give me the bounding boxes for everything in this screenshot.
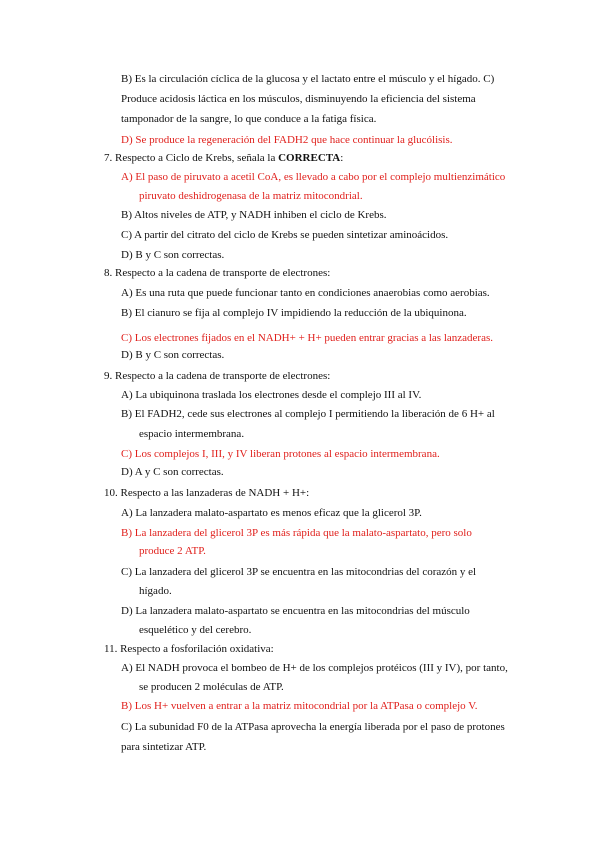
q7-heading-bold: CORRECTA: [278, 152, 341, 164]
q11-option-c-line1: C) La subunidad F0 de la ATPasa aprovecha la energía liberada por el paso de protones: [121, 721, 505, 733]
q6-option-b-line1: B) Es la circulación cíclica de la glucosa y el lactato entre el músculo y el hígado. C): [121, 73, 495, 85]
q11-heading: 11. Respecto a fosforilación oxidativa:: [104, 643, 274, 655]
q11-option-b-correct: B) Los H+ vuelven a entrar a la matriz mitocondrial por la ATPasa o complejo V.: [121, 700, 478, 712]
q7-option-c: C) A partir del citrato del ciclo de Krebs se pueden sintetizar aminoácidos.: [121, 229, 449, 241]
q11-option-a-line2: se producen 2 moléculas de ATP.: [139, 681, 284, 693]
q10-option-c-line1: C) La lanzadera del glicerol 3P se encuentra en las mitocondrias del corazón y el: [121, 566, 477, 578]
q8-option-c-correct: C) Los electrones fijados en el NADH+ + H+ pueden entrar gracias a las lanzaderas.: [121, 332, 493, 344]
q7-option-a-correct-line1: A) El paso de piruvato a acetil CoA, es llevado a cabo por el complejo multienzimático: [121, 171, 506, 183]
q6-option-c-line2: tamponador de la sangre, lo que conduce a la fatiga física.: [121, 113, 377, 125]
q9-option-d: D) A y C son correctas.: [121, 466, 224, 478]
q11-option-a-line1: A) El NADH provoca el bombeo de H+ de los complejos protéicos (III y IV), por tanto,: [121, 662, 508, 674]
q6-option-c-line1: Produce acidosis láctica en los músculos, disminuyendo la eficiencia del sistema: [121, 93, 476, 105]
q9-option-a: A) La ubiquinona traslada los electrones desde el complejo III al IV.: [121, 389, 422, 401]
q9-option-b-line2: espacio intermembrana.: [139, 428, 245, 440]
q9-option-c-correct: C) Los complejos I, III, y IV liberan protones al espacio intermembrana.: [121, 448, 440, 460]
q11-option-c-line2: para sintetizar ATP.: [121, 741, 207, 753]
q8-option-a: A) Es una ruta que puede funcionar tanto en condiciones anaerobias como aerobias.: [121, 287, 490, 299]
q9-option-b-line1: B) El FADH2, cede sus electrones al complejo I permitiendo la liberación de 6 H+ al: [121, 408, 495, 420]
q8-option-b: B) El cianuro se fija al complejo IV impidiendo la reducción de la ubiquinona.: [121, 307, 467, 319]
q7-heading-text: 7. Respecto a Ciclo de Krebs, señala la: [104, 152, 279, 164]
q7-heading-colon: :: [340, 152, 344, 164]
q10-option-a: A) La lanzadera malato-aspartato es menos eficaz que la glicerol 3P.: [121, 507, 422, 519]
q7-option-b: B) Altos niveles de ATP, y NADH inhiben el ciclo de Krebs.: [121, 209, 387, 221]
q9-heading: 9. Respecto a la cadena de transporte de electrones:: [104, 370, 331, 382]
q10-heading: 10. Respecto a las lanzaderas de NADH + H+:: [104, 487, 310, 499]
q7-heading: [104, 151, 343, 165]
q8-option-d: D) B y C son correctas.: [121, 349, 225, 361]
q8-heading: 8. Respecto a la cadena de transporte de electrones:: [104, 267, 331, 279]
q6-option-d-correct: D) Se produce la regeneración del FADH2 que hace continuar la glucólisis.: [121, 134, 453, 146]
q10-option-d-line2: esquelético y del cerebro.: [139, 624, 252, 636]
q7-option-a-correct-line2: piruvato deshidrogenasa de la matriz mitocondrial.: [139, 190, 363, 202]
q10-option-b-correct-line1: B) La lanzadera del glicerol 3P es más rápida que la malato-aspartato, pero solo: [121, 527, 472, 539]
q10-option-b-correct-line2: produce 2 ATP.: [139, 545, 206, 557]
q10-option-c-line2: hígado.: [139, 585, 172, 597]
q7-option-d: D) B y C son correctas.: [121, 249, 225, 261]
q10-option-d-line1: D) La lanzadera malato-aspartato se encuentra en las mitocondrias del músculo: [121, 605, 470, 617]
